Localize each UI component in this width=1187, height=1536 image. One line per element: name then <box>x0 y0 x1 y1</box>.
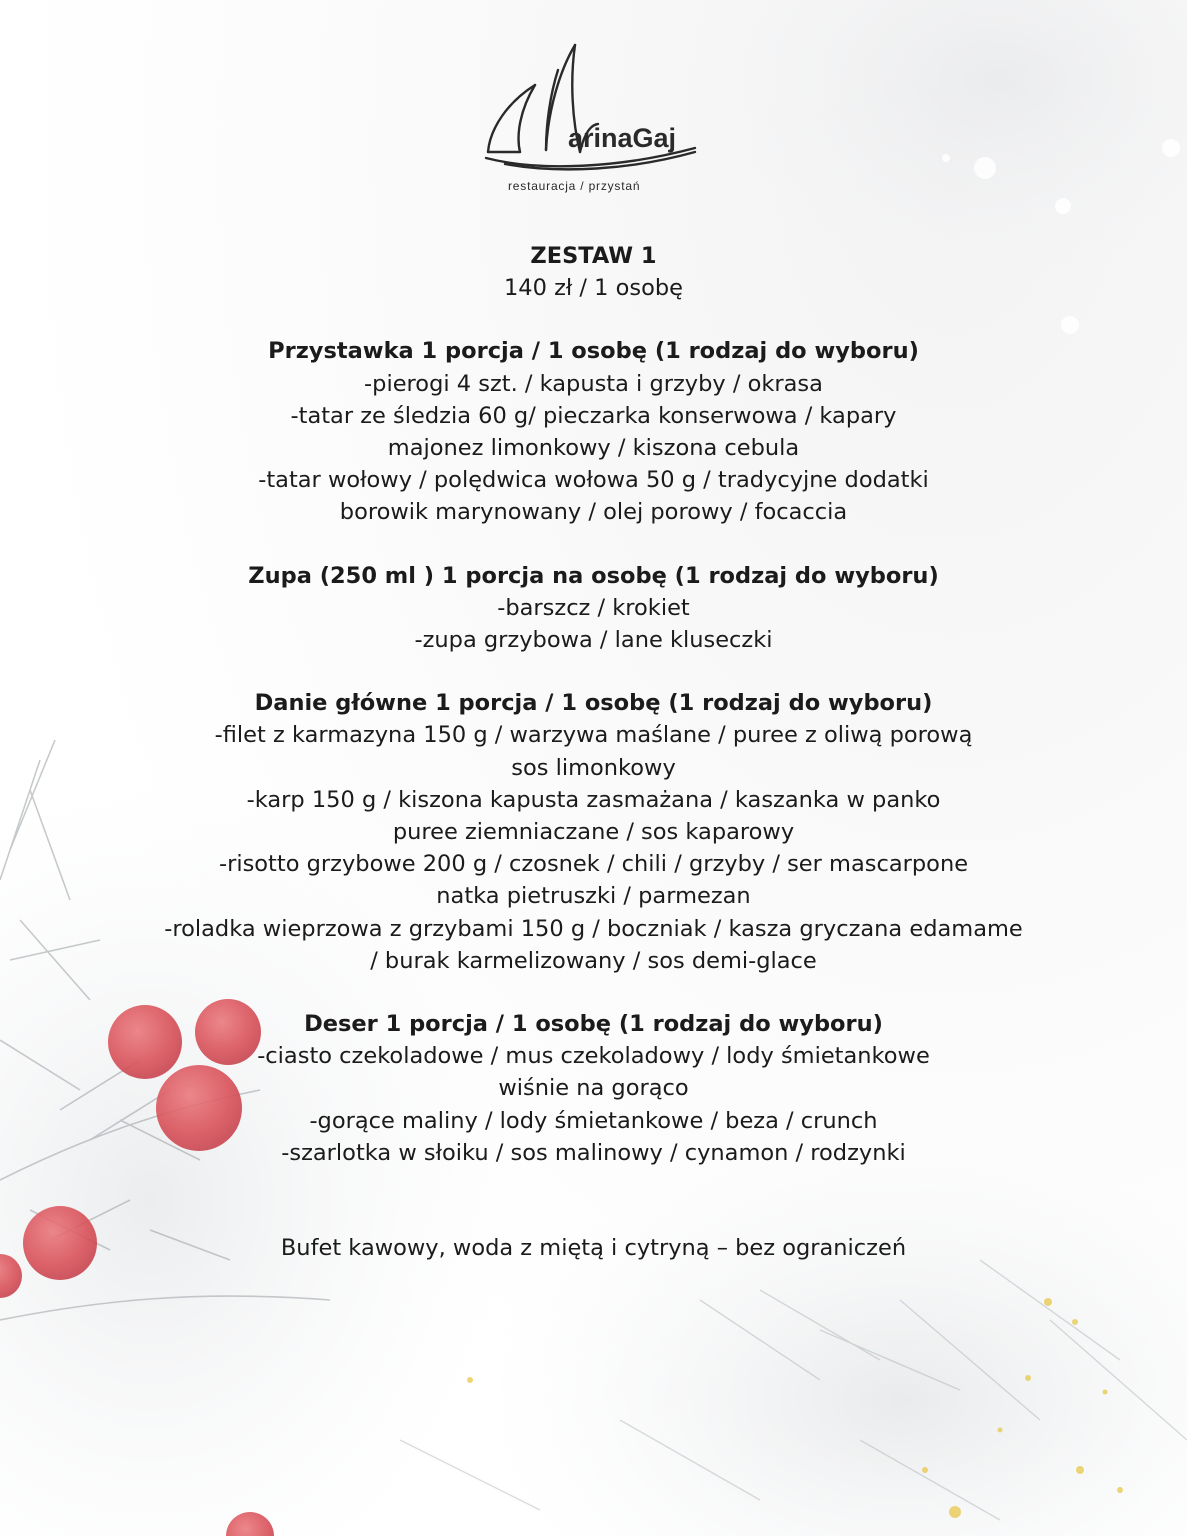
menu-line: -pierogi 4 szt. / kapusta i grzyby / okrasa <box>364 370 823 397</box>
menu-line: borowik marynowany / olej porowy / focaccia <box>339 499 848 526</box>
brand-name: arinaGaj <box>568 123 677 153</box>
menu-line: puree ziemniaczane / sos kaparowy <box>392 819 795 846</box>
menu-line: -zupa grzybowa / lane kluseczki <box>414 627 773 654</box>
menu-line: wiśnie na gorąco <box>498 1075 689 1102</box>
menu-line: majonez limonkowy / kiszona cebula <box>387 435 800 462</box>
menu-line: -tatar wołowy / polędwica wołowa 50 g / tradycyjne dodatki <box>258 467 929 494</box>
menu-line: -filet z karmazyna 150 g / warzywa maślane / puree z oliwą porową <box>214 722 973 749</box>
section-heading-dessert: Deser 1 porcja / 1 osobę (1 rodzaj do wyboru) <box>304 1011 883 1038</box>
menu-line: -tatar ze śledzia 60 g/ pieczarka konserwowa / kapary <box>290 402 897 429</box>
menu-line: -roladka wieprzowa z grzybami 150 g / boczniak / kasza gryczana edamame <box>164 915 1023 942</box>
menu-line: -barszcz / krokiet <box>497 594 690 621</box>
footer-note: Bufet kawowy, woda z miętą i cytryną – bez ograniczeń <box>280 1235 907 1262</box>
section-heading-main: Danie główne 1 porcja / 1 osobę (1 rodzaj do wyboru) <box>254 690 933 717</box>
menu-line: sos limonkowy <box>511 754 676 781</box>
brand-tagline: restauracja / przystań <box>508 179 641 193</box>
menu-line: -ciasto czekoladowe / mus czekoladowy / lody śmietankowe <box>257 1043 930 1070</box>
menu-line: natka pietruszki / parmezan <box>436 883 751 910</box>
set-title: ZESTAW 1 <box>530 243 657 269</box>
section-heading-soup: Zupa (250 ml ) 1 porcja na osobę (1 rodzaj do wyboru) <box>248 562 939 589</box>
section-heading-starter: Przystawka 1 porcja / 1 osobę (1 rodzaj do wyboru) <box>268 338 919 365</box>
menu-content <box>0 240 1187 1264</box>
marina-gaj-logo <box>480 40 710 200</box>
menu-line: / burak karmelizowany / sos demi-glace <box>370 947 817 974</box>
menu-line: -risotto grzybowe 200 g / czosnek / chili / grzyby / ser mascarpone <box>218 851 969 878</box>
set-price: 140 zł / 1 osobę <box>503 275 684 302</box>
menu-line: -szarlotka w słoiku / sos malinowy / cynamon / rodzynki <box>281 1139 906 1166</box>
sailboat-icon <box>480 40 710 180</box>
menu-line: -karp 150 g / kiszona kapusta zasmażana / kaszanka w panko <box>246 786 941 813</box>
menu-line: -gorące maliny / lody śmietankowe / beza / crunch <box>309 1107 878 1134</box>
